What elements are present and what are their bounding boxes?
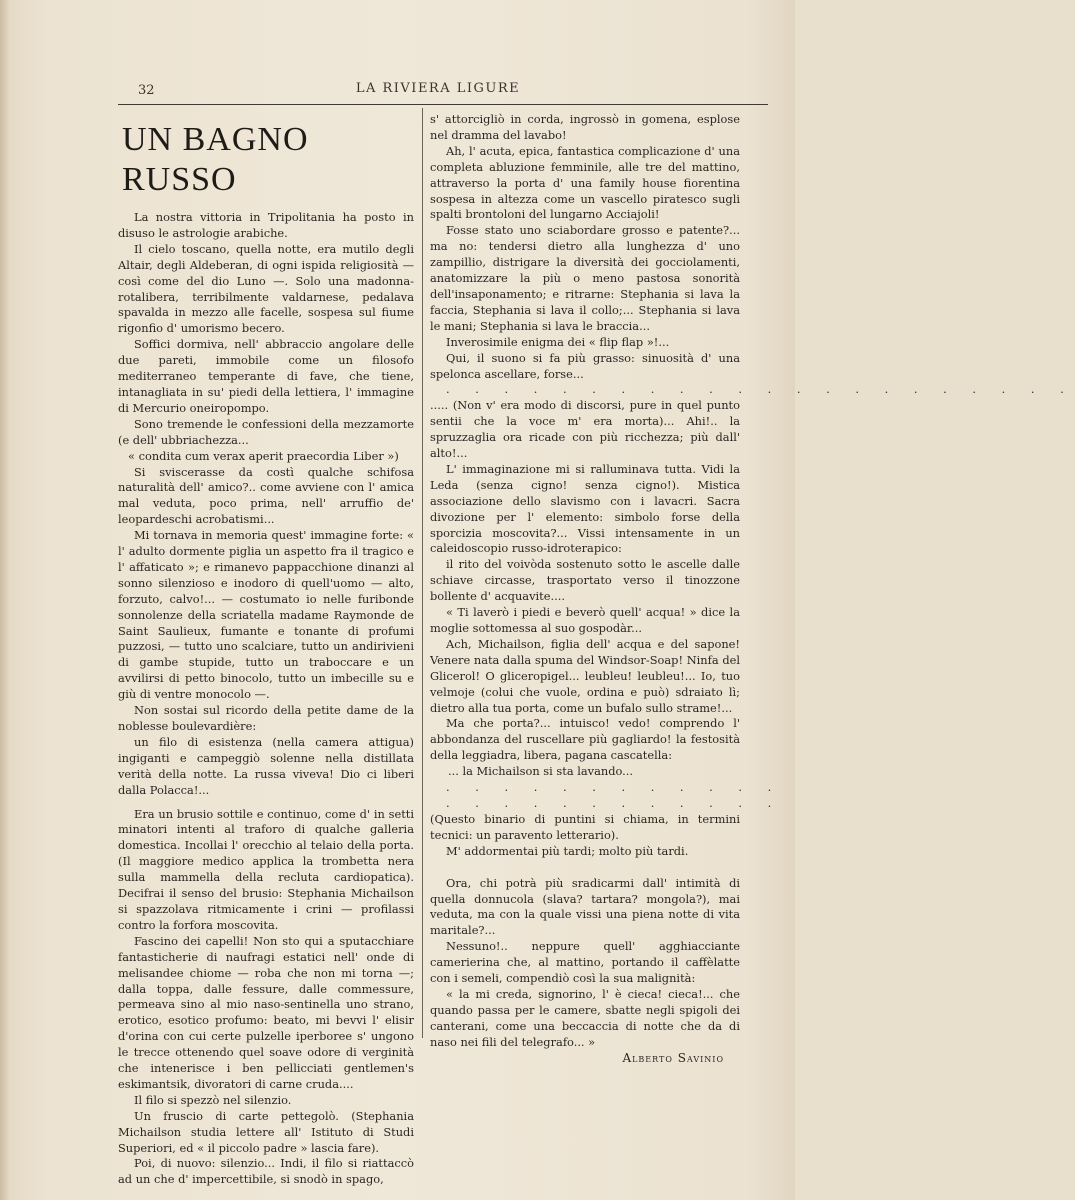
paragraph: Un fruscio di carte pettegolò. (Stephania Michailson studia lettere all' Istituto di Studi Superiori, ed « il piccolo padre » lascia fare). — [118, 1108, 414, 1155]
author-signature: Alberto Savinio — [622, 1050, 724, 1065]
paragraph: Sono tremende le confessioni della mezzamorte (e dell' ubbriachezza... — [118, 416, 414, 447]
ellipsis-separator: . . . . . . . . . . . . — [446, 795, 783, 810]
paragraph: Poi, di nuovo: silenzio... Indi, il filo si riattaccò ad un che d' impercettibile, si snodò in spago, — [118, 1156, 414, 1187]
paragraph: Il cielo toscano, quella notte, era mutilo degli Altair, degli Aldeberan, di ogni ispida religiosità — così come del dio Luno —. Solo una madonna-rotalibera, terribilmente valdarnese, pedalava spavalda in mezzo alle facelle, sospesa sul fiume rigonfio d' umorismo becero. — [118, 241, 414, 336]
ellipsis-separator: . . . . . . . . . . . . . . . . . . . . . . — [446, 382, 1075, 397]
page-number: 32 — [138, 83, 155, 98]
paragraph: Ah, l' acuta, epica, fantastica complicazione d' una completa abluzione femminile, alle tre del mattino, attraverso la porta d' una family house fiorentina sospesa in altezza come un vascello piratesco sugli spalti brontoloni del lungarno Acciajoli! — [430, 143, 740, 222]
paragraph: Ora, chi potrà più sradicarmi dall' intimità di quella donnucola (slava? tartara? mongola?), mai veduta, ma con la quale vissi una piena notte di vita maritale?... — [430, 875, 740, 938]
article-title: UN BAGNO RUSSO — [122, 121, 309, 198]
paragraph: Soffici dormiva, nell' abbraccio angolare delle due pareti, immobile come un filosofo mediterraneo temperante di fave, che tiene, intanagliata in su' piedi della lettiera, l' immagine di Mercurio oneiropompo. — [118, 337, 414, 415]
paragraph: L' immaginazione mi si ralluminava tutta. Vidi la Leda (senza cigno! senza cigno!). Mistica associazione dello slavismo con i lavacri. Sacra divozione per l' elemento: simbolo forse della sporcizia moscovita?... Vissi intensamente in un caleidoscopio russo-idroterapico: — [430, 461, 740, 556]
paragraph: Non sostai sul ricordo della petite dame de la noblesse boulevardière: — [118, 703, 414, 733]
page-header — [108, 78, 768, 102]
paragraph: Fosse stato uno sciabordare grosso e patente?... ma no: tendersi dietro alla lunghezza d' uno zampillio, distrigare la diversità dei gocciolamenti, anatomizzare la più o meno pastosa sonorità dell'insaponamento; e ritrarne: Stephania si lava la faccia, Stephania si lava il collo;... Stephania si lava le mani; Stephania si lava le braccia... — [430, 223, 740, 333]
paragraph: « Ti laverò i piedi e beverò quell' acqua! » dice la moglie sottomessa al suo gospodàr... — [430, 605, 740, 635]
paragraph: Fascino dei capelli! Non sto qui a sputacchiare fantasticherie di naufragi estatici nell' onde di melisandee chiome — roba che non mi torna —; dalla toppa, dalle fessure, dalle commessure, permeava sino al mio naso-sentinella uno strano, erotico, esotico profumo: beato, mi bevvi l' elisir d'orina con cui certe pulzelle iperboree s' ungono le trecce ottenendo quel soave odore di verginità che intenerisce i ben pellicciati gentlemen's eskimantsik, divoratori di carne cruda.... — [118, 933, 414, 1091]
header-rule — [118, 104, 768, 105]
paragraph: « condita cum verax aperit praecordia Liber ») — [128, 448, 399, 463]
paragraph: Mi tornava in memoria quest' immagine forte: « l' adulto dormente piglia un aspetto fra il tragico e l' affaticato »; e rimanevo pappacchione dinanzi al sonno silenzioso e inodoro di quell'uomo — alto, forzuto, calvo!... — costumato io nelle furibonde sonnolenze della scriatella madame Raymonde de Saint Saulieux, fumante e tonante di profumi puzzosi, — tutto uno scalciare, tutto un andirivieni di gambe stupide, tutto un traboccare e un avvilirsi di petto binocolo, tutto un imbecille su e giù di ventre monocolo —. — [118, 528, 414, 702]
right-column — [430, 112, 1075, 1066]
paragraph: « la mi creda, signorino, l' è cieca! cieca!... che quando passa per le camere, sbatte negli spigoli dei canterani, come una beccaccia di notte che da di naso nei fili del telegrafo... » — [430, 986, 740, 1049]
paragraph: Il filo si spezzò nel silenzio. — [134, 1092, 292, 1107]
paragraph: il rito del voivòda sostenuto sotto le ascelle dalle schiave circasse, trasportato verso il tinozzone bollente d' acquavite.... — [430, 557, 740, 604]
paragraph: ... la Michailson si sta lavando... — [448, 764, 634, 779]
running-title: LA RIVIERA LIGURE — [355, 81, 521, 96]
paragraph: ..... (Non v' era modo di discorsi, pure in quel punto sentii che la voce m' era morta)... Ahi!.. la spruzzaglia ora ricade con più ricchezza; più dall' alto!... — [430, 398, 740, 461]
paragraph: Si sviscerasse da costì qualche schifosa naturalità dell' amico?.. come avviene con l' amica mal veduta, poco prima, nell' arruffio de' leopardeschi acrobatismi... — [118, 464, 414, 527]
paragraph: Nessuno!.. neppure quell' agghiacciante camerierina che, al mattino, portando il caffèlatte con i semeli, compendiò così la sua malignità: — [430, 939, 740, 986]
ellipsis-separator: . . . . . . . . . . . . — [446, 780, 783, 795]
paragraph: Qui, il suono si fa più grasso: sinuosità d' una spelonca ascellare, forse... — [430, 350, 740, 381]
paragraph: (Questo binario di puntini si chiama, in termini tecnici: un paravento letterario). — [430, 811, 740, 842]
paragraph: un filo di esistenza (nella camera attigua) ingiganti e campeggiò solenne nella distillata verità della notte. La russa viveva! Dio ci liberi dalla Polacca!... — [118, 734, 414, 797]
paragraph: La nostra vittoria in Tripolitania ha posto in disuso le astrologie arabiche. — [118, 210, 414, 240]
page-edge-shadow — [0, 0, 10, 1200]
paragraph: Ach, Michailson, figlia dell' acqua e del sapone! Venere nata dalla spuma del Windsor-Soap! Ninfa del Glicerol! O gliceropigel... leubleu! leubleu!... Io, tuo velmoje (colui che vuole, ordina e può) sdraiato lì; dietro alla tua porta, come un bufalo sullo strame!... — [430, 636, 740, 715]
left-column — [118, 112, 414, 1188]
paragraph: Ma che porta?... intuisco! vedo! comprendo l' abbondanza del ruscellare più gagliardo! la festosità della leggiadra, libera, pagana cascatella: — [430, 716, 740, 763]
paragraph: Era un brusio sottile e continuo, come d' in setti minatori intenti al traforo di qualche galleria domestica. Incollai l' orecchio al telaio della porta. (Il maggiore medico applica la trombetta nera sulla mammella della recluta cardiopatica). Decifrai il senso del brusio: Stephania Michailson si spazzolava ritmicamente i crini — profilassi contro la forfora moscovita. — [118, 806, 414, 932]
paragraph: M' addormentai più tardi; molto più tardi. — [446, 843, 689, 858]
paragraph: Inverosimile enigma dei « flip flap »!... — [446, 334, 670, 349]
paragraph: s' attorcigliò in corda, ingrossò in gomena, esplose nel dramma del lavabo! — [430, 112, 740, 142]
column-divider — [422, 108, 423, 1038]
